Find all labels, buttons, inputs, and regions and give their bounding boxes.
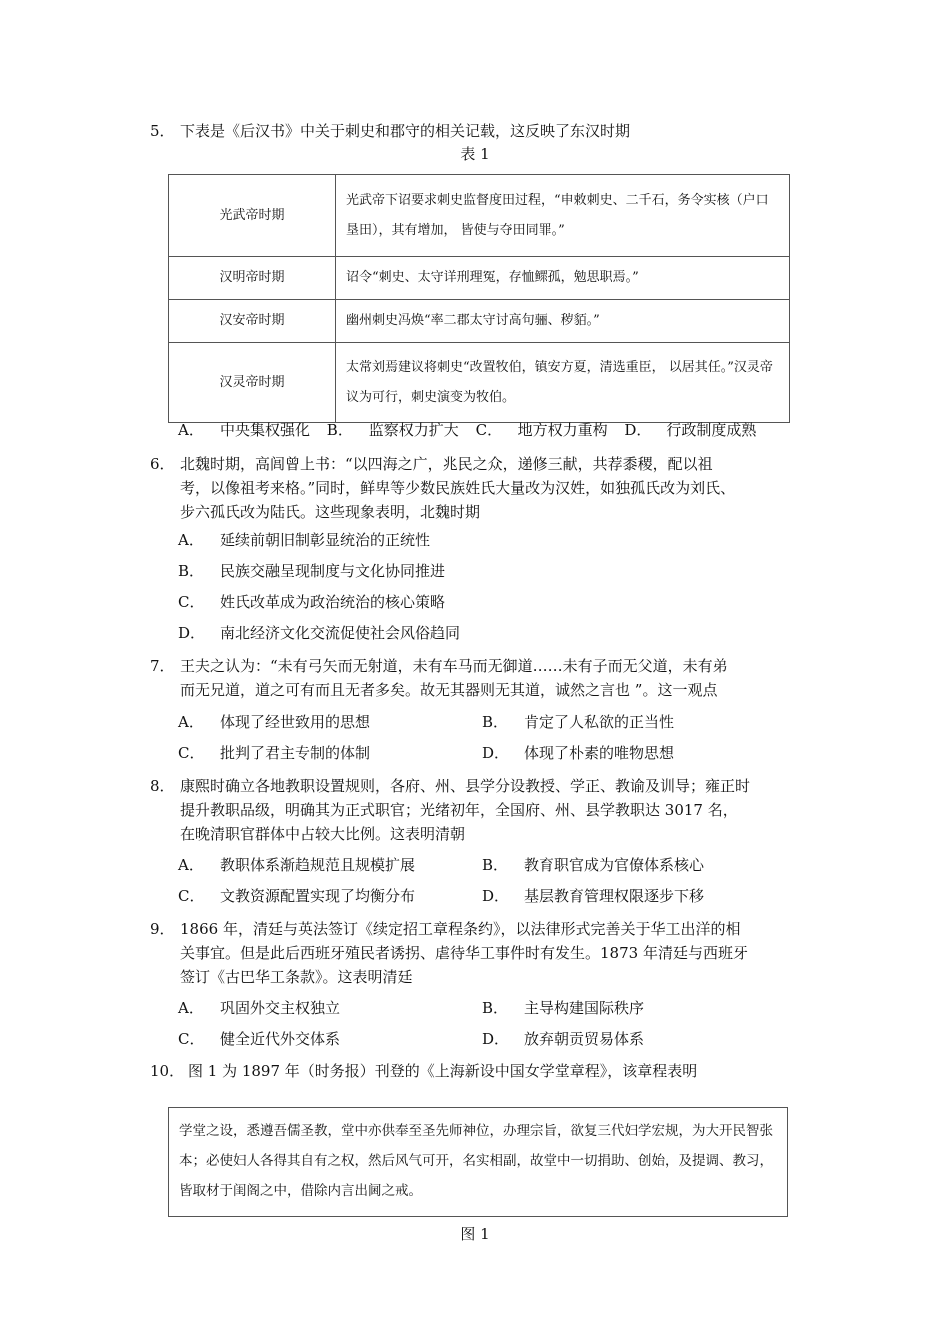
- option-b[interactable]: [178, 561, 445, 581]
- question-number: 7．: [150, 657, 175, 675]
- option-letter: A．: [178, 856, 204, 874]
- option-d[interactable]: [482, 1029, 644, 1049]
- table-cell-text: 光武帝下诏要求刺史监督度田过程，“申敕刺史、二千石，务令实核（户口垦田），其有增加， 皆使与夺田同罪。”: [336, 175, 790, 257]
- option-c[interactable]: [178, 886, 415, 906]
- option-letter: C．: [178, 744, 205, 762]
- option-d[interactable]: [482, 886, 704, 906]
- option-c[interactable]: [178, 1029, 340, 1049]
- option-text: 中央集权强化: [220, 421, 311, 439]
- option-a[interactable]: [178, 421, 310, 439]
- table-cell-era: 光武帝时期: [169, 175, 336, 257]
- question-text-line: 而无兄道，道之可有而且无者多矣。故无其器则无其道，诚然之言也 ”。这一观点: [180, 681, 718, 699]
- option-letter: D．: [482, 1030, 510, 1048]
- option-b[interactable]: [327, 421, 459, 439]
- option-text: 民族交融呈现制度与文化协同推进: [220, 562, 446, 580]
- question-text-line: 在晚清职官群体中占较大比例。这表明清朝: [180, 825, 466, 843]
- option-text: 地方权力重构: [517, 421, 608, 439]
- option-text: 肯定了人私欲的正当性: [524, 713, 675, 731]
- question-text-line: 考，以像祖考来格。”同时，鲜卑等少数民族姓氏大量改为汉姓，如独孤氏改为刘氏、: [180, 479, 736, 497]
- option-text: 批判了君主专制的体制: [220, 744, 371, 762]
- option-b[interactable]: [482, 998, 644, 1018]
- table-row: [169, 300, 790, 343]
- figure-text: 学堂之设，悉遵吾儒圣教，堂中亦供奉至圣先师神位，办理宗旨，欲复三代妇学宏规，为大开民智张本；必使妇人各得其自有之权，然后风气可开，名实相副，故堂中一切捐助、创始，及提调、教习， 皆取材于闺阁之中，借除内言出阃之戒。: [179, 1123, 773, 1199]
- question-7-stem: [150, 654, 810, 702]
- option-letter: C．: [178, 887, 205, 905]
- option-d[interactable]: [178, 623, 460, 643]
- question-9-stem: [150, 917, 810, 989]
- question-number: 5．: [150, 122, 175, 140]
- records-table: [168, 174, 790, 423]
- option-text: 监察权力扩大: [368, 421, 459, 439]
- figure-1-quote-box: [168, 1107, 788, 1217]
- question-10-stem: [150, 1059, 810, 1083]
- option-text: 姓氏改革成为政治统治的核心策略: [220, 593, 446, 611]
- table-caption: 表 1: [460, 145, 490, 163]
- question-text-line: 签订《古巴华工条款》。这表明清廷: [180, 968, 413, 986]
- question-text-line: 北魏时期，高闾曾上书：“以四海之广，兆民之众，递修三献，共荐黍稷，配以祖: [180, 455, 713, 473]
- question-text: 下表是《后汉书》中关于刺史和郡守的相关记载，这反映了东汉时期: [180, 122, 631, 140]
- option-letter: D．: [482, 887, 510, 905]
- option-letter: A．: [178, 713, 204, 731]
- table-row: [169, 175, 790, 257]
- option-letter: B．: [482, 856, 509, 874]
- option-text: 放弃朝贡贸易体系: [524, 1030, 645, 1048]
- table-cell-era: 汉明帝时期: [169, 257, 336, 300]
- option-letter: A．: [178, 999, 204, 1017]
- option-text: 主导构建国际秩序: [524, 999, 645, 1017]
- option-letter: D．: [624, 421, 652, 439]
- option-letter: C．: [178, 593, 205, 611]
- option-letter: B．: [178, 562, 205, 580]
- figure-caption: 图 1: [460, 1225, 490, 1243]
- option-text: 南北经济文化交流促使社会风俗趋同: [220, 624, 461, 642]
- option-b[interactable]: [482, 855, 704, 875]
- option-letter: A．: [178, 531, 204, 549]
- option-letter: D．: [178, 624, 206, 642]
- table-cell-era: 汉安帝时期: [169, 300, 336, 343]
- question-number: 10．: [150, 1062, 185, 1080]
- option-text: 教职体系渐趋规范且规模扩展: [220, 856, 416, 874]
- table-cell-text: 幽州刺史冯焕“率二郡太守讨高句骊、秽貊。”: [336, 300, 790, 343]
- option-c[interactable]: [178, 743, 370, 763]
- table-cell-text: 诏令“刺史、太守详刑理冤，存恤鳏孤，勉思职焉。”: [336, 257, 790, 300]
- option-row: [178, 420, 756, 440]
- question-text-line: 关事宜。但是此后西班牙殖民者诱拐、虐待华工事件时有发生。1873 年清廷与西班牙: [180, 944, 748, 962]
- option-b[interactable]: [482, 712, 674, 732]
- option-text: 延续前朝旧制彰显统治的正统性: [220, 531, 431, 549]
- option-text: 体现了朴素的唯物思想: [524, 744, 675, 762]
- table-row: [169, 257, 790, 300]
- question-text-line: 王夫之认为：“未有弓矢而无射道，未有车马而无御道……未有子而无父道，未有弟: [180, 657, 728, 675]
- question-number: 6．: [150, 455, 175, 473]
- option-text: 教育职官成为官僚体系核心: [524, 856, 705, 874]
- option-letter: C．: [475, 421, 503, 439]
- option-a[interactable]: [178, 712, 370, 732]
- option-text: 健全近代外交体系: [220, 1030, 341, 1048]
- question-text-line: 康熙时确立各地教职设置规则，各府、州、县学分设教授、学正、教谕及训导；雍正时: [180, 777, 751, 795]
- option-letter: B．: [482, 713, 509, 731]
- question-6-stem: [150, 452, 810, 524]
- option-letter: C．: [178, 1030, 205, 1048]
- table-cell-text: 太常刘焉建议将刺史“改置牧伯，镇安方夏，清选重臣， 以居其任。”汉灵帝议为可行，刺史演变为牧伯。: [336, 343, 790, 423]
- option-d[interactable]: [624, 421, 756, 439]
- option-text: 巩固外交主权独立: [220, 999, 341, 1017]
- option-letter: B．: [326, 421, 353, 439]
- option-c[interactable]: [476, 421, 608, 439]
- option-text: 基层教育管理权限逐步下移: [524, 887, 705, 905]
- question-5-stem: [150, 119, 810, 143]
- question-text-line: 提升教职品级，明确其为正式职官；光绪初年，全国府、州、县学教职达 3017 名，: [180, 801, 738, 819]
- table-row: [169, 343, 790, 423]
- question-number: 8．: [150, 777, 175, 795]
- option-d[interactable]: [482, 743, 674, 763]
- option-text: 行政制度成熟: [666, 421, 757, 439]
- question-text-line: 步六孤氏改为陆氏。这些现象表明，北魏时期: [180, 503, 481, 521]
- option-text: 文教资源配置实现了均衡分布: [220, 887, 416, 905]
- question-number: 9．: [150, 920, 175, 938]
- question-text-line: 1866 年，清廷与英法签订《续定招工章程条约》，以法律形式完善关于华工出洋的相: [180, 920, 741, 938]
- option-text: 体现了经世致用的思想: [220, 713, 371, 731]
- question-text: 图 1 为 1897 年（时务报）刊登的《上海新设中国女学堂章程》，该章程表明: [188, 1062, 698, 1080]
- table-cell-era: 汉灵帝时期: [169, 343, 336, 423]
- option-c[interactable]: [178, 592, 445, 612]
- question-8-stem: [150, 774, 810, 846]
- option-a[interactable]: [178, 855, 415, 875]
- option-a[interactable]: [178, 998, 340, 1018]
- option-letter: A．: [178, 421, 204, 439]
- option-a[interactable]: [178, 530, 430, 550]
- option-letter: B．: [482, 999, 509, 1017]
- option-letter: D．: [482, 744, 510, 762]
